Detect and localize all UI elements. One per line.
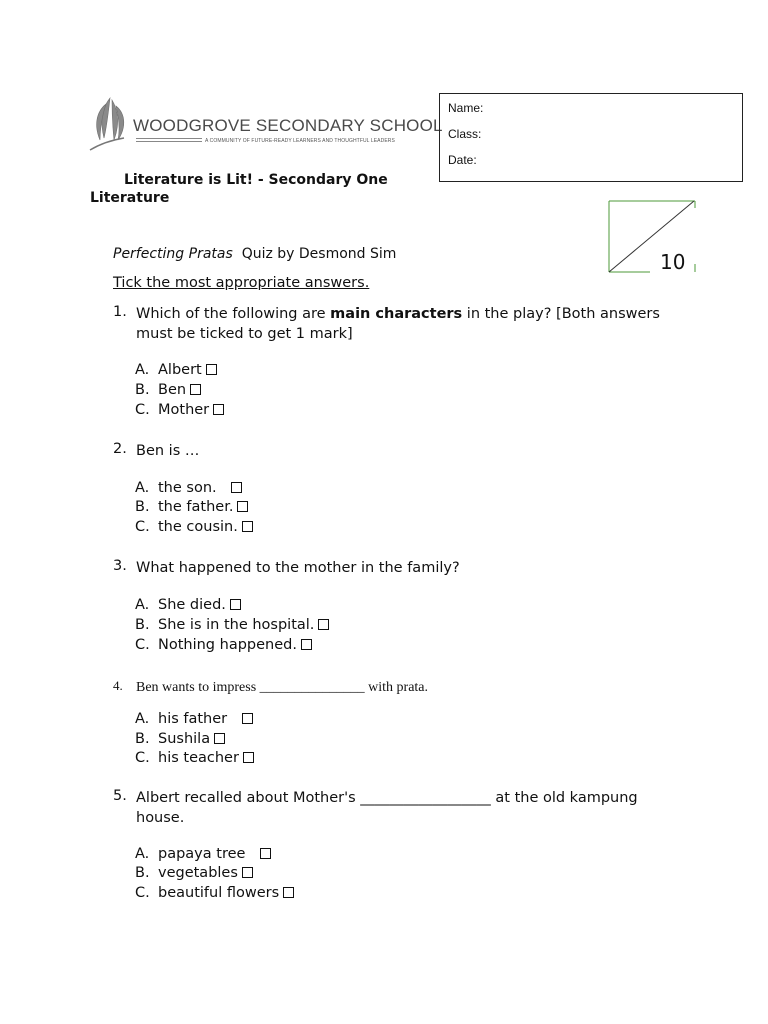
option-label: She is in the hospital. [158,617,315,633]
option-item [158,519,253,535]
student-info-box [439,93,743,182]
option-letter: A. [135,362,150,378]
option-item [158,480,242,496]
option-item [158,885,294,901]
answer-checkbox[interactable] [231,482,242,493]
answer-checkbox[interactable] [242,521,253,532]
answer-checkbox[interactable] [283,887,294,898]
quiz-subtitle [113,246,396,262]
page-title: Literature is Lit! - Secondary One [124,172,388,188]
option-letter: C. [135,519,150,535]
book-title: Perfecting Pratas [113,246,233,262]
option-item [158,597,241,613]
question-number: 3. [113,558,127,574]
option-letter: C. [135,637,150,653]
option-letter: B. [135,382,150,398]
answer-checkbox[interactable] [242,867,253,878]
answer-checkbox[interactable] [242,713,253,724]
logo-rule [136,141,202,142]
option-label: Nothing happened. [158,637,297,653]
question-text: Ben wants to impress _______________ with prata. [136,680,429,695]
question-number: 5. [113,788,127,804]
option-letter: A. [135,480,150,496]
question-text: Ben is … [136,443,200,459]
answer-checkbox[interactable] [214,733,225,744]
question-text: Albert recalled about Mother's __________________ at the old kampung house. [136,790,638,826]
option-letter: B. [135,731,150,747]
option-item [158,865,253,881]
option-item [158,846,271,862]
option-label: the son. [158,480,222,496]
option-label: Sushila [158,731,211,747]
option-label: beautiful flowers [158,885,280,901]
option-item [158,617,329,633]
option-letter: B. [135,865,150,881]
option-letter: C. [135,402,150,418]
option-letter: B. [135,617,150,633]
class-label: Class: [448,127,482,141]
question-text-part: Which of the following are [136,306,331,322]
option-letter: B. [135,499,150,515]
logo-rule [136,138,202,139]
question-text-part: in the play? [Both answers must be ticked to get 1 mark] [136,306,660,342]
option-item [158,750,254,766]
option-letter: C. [135,750,150,766]
option-label: vegetables [158,865,238,881]
school-tagline: A COMMUNITY OF FUTURE-READY LEARNERS AND THOUGHTFUL LEADERS [205,138,395,144]
option-item [158,731,225,747]
option-label: the cousin. [158,519,238,535]
question-text: What happened to the mother in the family? [136,560,460,576]
answer-checkbox[interactable] [230,599,241,610]
answer-checkbox[interactable] [243,752,254,763]
option-label: Albert [158,362,202,378]
option-item [158,499,248,515]
answer-checkbox[interactable] [260,848,271,859]
option-letter: C. [135,885,150,901]
option-label: the father. [158,499,234,515]
option-letter: A. [135,597,150,613]
option-label: papaya tree [158,846,251,862]
answer-checkbox[interactable] [237,501,248,512]
option-label: She died. [158,597,226,613]
question-text [136,304,676,344]
question-text-emphasis: main characters [330,306,463,322]
option-item [158,637,312,653]
option-letter: A. [135,711,150,727]
option-letter: A. [135,846,150,862]
question-number: 1. [113,304,127,320]
feather-crest-icon [88,94,134,154]
name-label: Name: [448,101,484,115]
question-number: 4. [113,678,123,693]
option-label: Mother [158,402,210,418]
page-title-continued: Literature [90,190,170,206]
option-label: Ben [158,382,187,398]
answer-checkbox[interactable] [318,619,329,630]
option-label: his teacher [158,750,239,766]
option-item [158,402,224,418]
option-item [158,362,217,378]
answer-checkbox[interactable] [213,404,224,415]
date-label: Date: [448,153,477,167]
question-number: 2. [113,441,127,457]
option-item [158,382,201,398]
answer-checkbox[interactable] [206,364,217,375]
school-name: WOODGROVE SECONDARY SCHOOL [133,116,443,135]
option-label: his father [158,711,232,727]
option-item [158,711,253,727]
quiz-byline: Quiz by Desmond Sim [241,246,397,262]
answer-checkbox[interactable] [190,384,201,395]
instruction: Tick the most appropriate answers. [113,275,370,291]
answer-checkbox[interactable] [301,639,312,650]
score-total: 10 [660,250,686,274]
